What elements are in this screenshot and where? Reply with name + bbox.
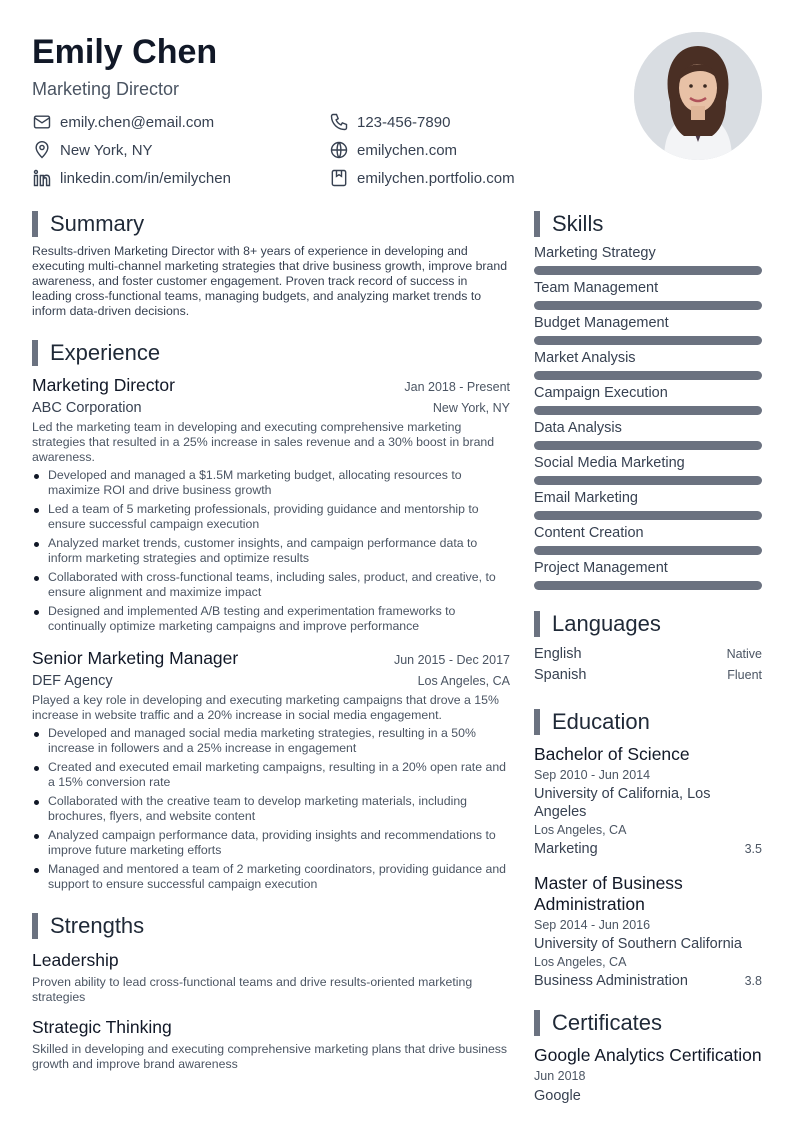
contact-email[interactable] — [32, 112, 214, 132]
job-location: Los Angeles, CA — [417, 674, 510, 688]
job-location: New York, NY — [432, 401, 510, 415]
bullet-text: Analyzed campaign performance data, providing insights and recommendations to improve future marketing efforts — [48, 828, 496, 857]
strength-description: Proven ability to lead cross-functional teams and drive results-oriented marketing strategies — [32, 975, 473, 1004]
globe-icon — [329, 140, 349, 160]
contact-website[interactable] — [329, 140, 457, 160]
job-entry — [32, 648, 510, 892]
job-dates: Jun 2015 - Dec 2017 — [393, 653, 510, 667]
skill-level-bar — [534, 301, 762, 310]
skill-item — [534, 489, 762, 520]
contact-website-text: emilychen.com — [357, 141, 458, 159]
skill-item — [534, 419, 762, 450]
job-title: Marketing Director — [32, 375, 175, 395]
resume-header — [32, 32, 592, 100]
experience-heading-text: Experience — [50, 340, 161, 365]
skill-item — [534, 524, 762, 555]
job-description: Led the marketing team in developing and executing comprehensive marketing strategies that resulted in a 25% increase in sales revenue and a 30% boost in brand awareness. — [32, 420, 495, 464]
candidate-name: Emily Chen — [32, 33, 218, 71]
list-item — [32, 604, 510, 634]
skill-name: Campaign Execution — [534, 385, 668, 401]
bullet-text: Designed and implemented A/B testing and experimentation frameworks to continually optimize marketing campaigns and improve performance — [48, 604, 456, 633]
certificate-entry — [534, 1045, 762, 1105]
skill-name: Social Media Marketing — [534, 455, 685, 471]
skill-item — [534, 244, 762, 275]
job-entry — [32, 375, 510, 634]
language-item — [534, 667, 762, 688]
job-bullets — [32, 726, 510, 892]
bullet-text: Collaborated with cross-functional teams, including sales, product, and creative, to ensure alignment and maximize impact — [48, 570, 496, 599]
skill-name: Team Management — [534, 280, 659, 296]
skill-name: Data Analysis — [534, 420, 622, 436]
heading-accent-bar — [534, 709, 540, 735]
list-item — [32, 862, 510, 892]
language-name: Spanish — [534, 667, 587, 683]
job-company: ABC Corporation — [32, 400, 142, 416]
list-item — [32, 570, 510, 600]
skill-item — [534, 384, 762, 415]
edu-gpa: 3.8 — [744, 974, 762, 988]
certificate-name: Google Analytics Certification — [534, 1045, 762, 1065]
bullet-dot — [34, 474, 39, 479]
skill-level-bar — [534, 476, 762, 485]
languages-heading-text: Languages — [552, 611, 661, 636]
skill-level-bar — [534, 511, 762, 520]
heading-accent-bar — [32, 340, 38, 366]
edu-school: University of Southern California — [534, 936, 742, 952]
bullet-dot — [34, 508, 39, 513]
strength-title: Strategic Thinking — [32, 1017, 172, 1037]
certificates-heading — [534, 1009, 762, 1037]
skill-name: Market Analysis — [534, 350, 636, 366]
profile-photo — [634, 32, 762, 160]
edu-gpa: 3.5 — [744, 842, 762, 856]
summary-heading — [32, 210, 510, 238]
strength-description: Skilled in developing and executing comprehensive marketing plans that drive business growth and improve brand awareness — [32, 1042, 508, 1071]
heading-accent-bar — [32, 913, 38, 939]
skills-list — [534, 244, 762, 590]
heading-accent-bar — [534, 211, 540, 237]
edu-field: Business Administration — [534, 973, 688, 989]
list-item — [32, 502, 510, 532]
language-level: Fluent — [727, 668, 762, 682]
list-item — [32, 828, 510, 858]
education-heading-text: Education — [552, 709, 650, 734]
job-description: Played a key role in developing and executing marketing campaigns that drove a 15% increase in website traffic and a 20% increase in social media engagement. — [32, 693, 499, 722]
job-company: DEF Agency — [32, 673, 113, 689]
skill-name: Project Management — [534, 560, 668, 576]
skill-level-bar — [534, 336, 762, 345]
bullet-dot — [34, 766, 39, 771]
skills-heading — [534, 210, 762, 238]
edu-dates: Sep 2010 - Jun 2014 — [534, 768, 651, 782]
candidate-title: Marketing Director — [32, 79, 180, 99]
skill-item — [534, 279, 762, 310]
job-dates: Jan 2018 - Present — [404, 380, 510, 394]
phone-icon — [329, 112, 349, 132]
bullet-text: Developed and managed a $1.5M marketing budget, allocating resources to maximize ROI and drive business growth — [48, 468, 462, 497]
list-item — [32, 760, 510, 790]
edu-field: Marketing — [534, 841, 598, 857]
skill-name: Email Marketing — [534, 490, 638, 506]
heading-accent-bar — [32, 211, 38, 237]
certificate-date: Jun 2018 — [534, 1069, 586, 1083]
strengths-heading — [32, 912, 510, 940]
heading-accent-bar — [534, 1010, 540, 1036]
certificates-heading-text: Certificates — [552, 1010, 663, 1035]
contact-linkedin[interactable] — [32, 168, 231, 188]
language-name: English — [534, 646, 582, 662]
bullet-dot — [34, 576, 39, 581]
education-entry — [534, 744, 762, 857]
list-item — [32, 794, 510, 824]
summary-heading-text: Summary — [50, 211, 145, 236]
skill-level-bar — [534, 406, 762, 415]
education-entry — [534, 873, 762, 989]
edu-degree: Bachelor of Science — [534, 744, 690, 764]
experience-heading — [32, 339, 510, 367]
skill-item — [534, 349, 762, 380]
bullet-dot — [34, 800, 39, 805]
contact-location — [32, 140, 153, 160]
bullet-dot — [34, 542, 39, 547]
bullet-dot — [34, 834, 39, 839]
skill-level-bar — [534, 546, 762, 555]
skill-item — [534, 454, 762, 485]
list-item — [32, 536, 510, 566]
edu-location: Los Angeles, CA — [534, 955, 627, 969]
right-column — [534, 210, 762, 1105]
bullet-text: Managed and mentored a team of 2 marketing coordinators, providing guidance and support to ensure successful campaign execution — [48, 862, 507, 891]
education-heading — [534, 708, 762, 736]
summary-text: Results-driven Marketing Director with 8+ years of experience in developing and executing multi-channel marketing strategies that drive business growth, improve brand awareness, and foster customer engagement. Proven track record of success in leading cross-functional teams, managing budgets, and analyzing market trends to inform data-driven decisions. — [32, 244, 508, 318]
email-icon — [32, 112, 52, 132]
edu-location: Los Angeles, CA — [534, 823, 627, 837]
contact-location-text: New York, NY — [60, 141, 153, 159]
languages-list — [534, 646, 762, 688]
skill-name: Budget Management — [534, 315, 669, 331]
skill-name: Content Creation — [534, 525, 644, 541]
skill-item — [534, 314, 762, 345]
edu-school: University of California, Los Angeles — [534, 786, 711, 820]
left-column — [32, 210, 510, 1072]
bullet-text: Developed and managed social media marketing strategies, resulting in a 50% increase in followers and a 25% increase in engagement — [48, 726, 476, 755]
contact-email-text: emily.chen@email.com — [60, 113, 215, 131]
portfolio-icon — [329, 168, 349, 188]
list-item — [32, 468, 510, 498]
location-icon — [32, 140, 52, 160]
strengths-heading-text: Strengths — [50, 913, 145, 938]
contact-linkedin-text: linkedin.com/in/emilychen — [60, 169, 231, 187]
certificate-issuer: Google — [534, 1088, 581, 1104]
language-item — [534, 646, 762, 667]
skill-level-bar — [534, 441, 762, 450]
bullet-text: Collaborated with the creative team to develop marketing materials, including brochures, flyers, and website content — [48, 794, 467, 823]
bullet-dot — [34, 868, 39, 873]
languages-heading — [534, 610, 762, 638]
bullet-dot — [34, 610, 39, 615]
contact-portfolio-text: emilychen.portfolio.com — [357, 169, 515, 187]
strength-title: Leadership — [32, 950, 119, 970]
job-title: Senior Marketing Manager — [32, 648, 239, 668]
contact-portfolio[interactable] — [329, 168, 515, 188]
bullet-dot — [34, 732, 39, 737]
heading-accent-bar — [534, 611, 540, 637]
edu-dates: Sep 2014 - Jun 2016 — [534, 918, 651, 932]
bullet-text: Created and executed email marketing campaigns, resulting in a 20% open rate and a 15% conversion rate — [48, 760, 506, 789]
skills-heading-text: Skills — [552, 211, 604, 236]
skill-level-bar — [534, 581, 762, 590]
language-level: Native — [726, 647, 762, 661]
skill-name: Marketing Strategy — [534, 245, 656, 261]
edu-degree: Master of Business Administration — [534, 873, 683, 914]
bullet-text: Led a team of 5 marketing professionals, providing guidance and mentorship to ensure successful campaign execution — [48, 502, 479, 531]
skill-item — [534, 559, 762, 590]
skill-level-bar — [534, 266, 762, 275]
contact-phone-text: 123-456-7890 — [357, 113, 451, 131]
job-bullets — [32, 468, 510, 634]
skill-level-bar — [534, 371, 762, 380]
list-item — [32, 726, 510, 756]
linkedin-icon — [32, 168, 52, 188]
contact-phone[interactable] — [329, 112, 450, 132]
bullet-text: Analyzed market trends, customer insights, and campaign performance data to inform marketing strategies and optimize results — [48, 536, 478, 565]
